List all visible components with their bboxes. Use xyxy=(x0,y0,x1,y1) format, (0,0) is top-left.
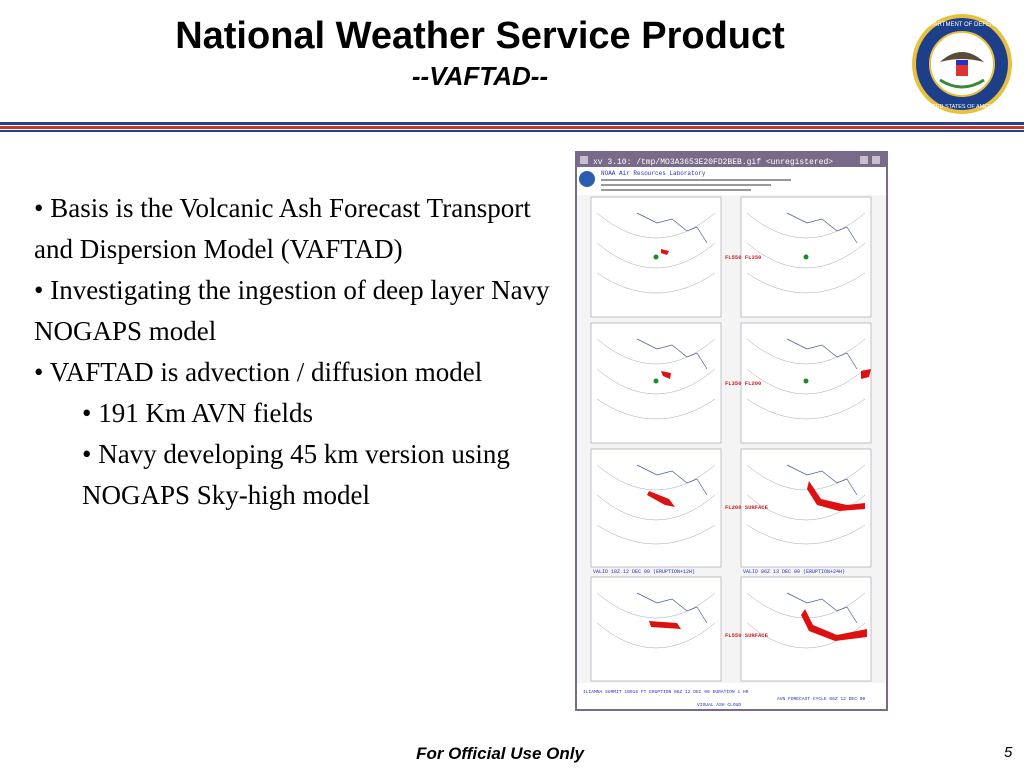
svg-text:UNITED STATES OF AMERICA: UNITED STATES OF AMERICA xyxy=(922,104,1002,110)
classification-footer: For Official Use Only xyxy=(416,744,584,763)
page-number: 5 xyxy=(1004,744,1013,761)
bullet-item: • VAFTAD is advection / diffusion model xyxy=(34,357,483,387)
vaftad-forecast-image xyxy=(575,151,888,711)
figure-footer-left: ILIAMNA SUMMIT 10016 FT ERUPTION 06Z 12 DEC 00 DURATION 1 HR xyxy=(583,690,749,695)
ash-legend: VISUAL ASH CLOUD xyxy=(697,703,742,708)
header-rule-blue-2 xyxy=(0,130,1024,132)
sub-bullet-item: • 191 Km AVN fields xyxy=(82,398,313,428)
window-title: xv 3.10: /tmp/MO3A3653E20FD2BEB.gif <unregistered> xyxy=(593,158,834,167)
map-panels xyxy=(591,197,871,681)
level-label: FL350 FL200 xyxy=(725,380,762,387)
slide-title: National Weather Service Product xyxy=(175,15,785,57)
level-label: FL200 SURFACE xyxy=(725,504,768,511)
sub-bullet-item: • Navy developing 45 km version using NOGAPS Sky-high model xyxy=(82,439,510,510)
dod-seal-logo xyxy=(910,12,1014,116)
bullet-list xyxy=(34,188,554,516)
header-rule-blue xyxy=(0,122,1024,125)
figure-footer-right: AVN FORECAST CYCLE 06Z 12 DEC 00 xyxy=(777,697,866,702)
level-label: FL550 SURFACE xyxy=(725,632,768,639)
noaa-logo-icon xyxy=(579,171,595,187)
header-rule-red xyxy=(0,126,1024,129)
level-label: FL550 FL350 xyxy=(725,254,762,261)
window-menu-icon xyxy=(580,156,588,164)
bullet-item: • Basis is the Volcanic Ash Forecast Transport and Dispersion Model (VAFTAD) xyxy=(34,193,531,264)
bullet-item: • Investigating the ingestion of deep layer Navy NOGAPS model xyxy=(34,275,550,346)
valid-time-left: VALID 18Z 12 DEC 00 (ERUPTION+12H) xyxy=(593,569,696,575)
svg-text:DEPARTMENT OF DEFENSE: DEPARTMENT OF DEFENSE xyxy=(921,22,1003,28)
slide-subtitle: --VAFTAD-- xyxy=(411,61,549,91)
figure-header-text: NOAA Air Resources Laboratory xyxy=(601,170,706,177)
maximize-icon xyxy=(872,156,880,164)
valid-time-right: VALID 06Z 13 DEC 00 (ERUPTION+24H) xyxy=(743,569,846,575)
minimize-icon xyxy=(860,156,868,164)
